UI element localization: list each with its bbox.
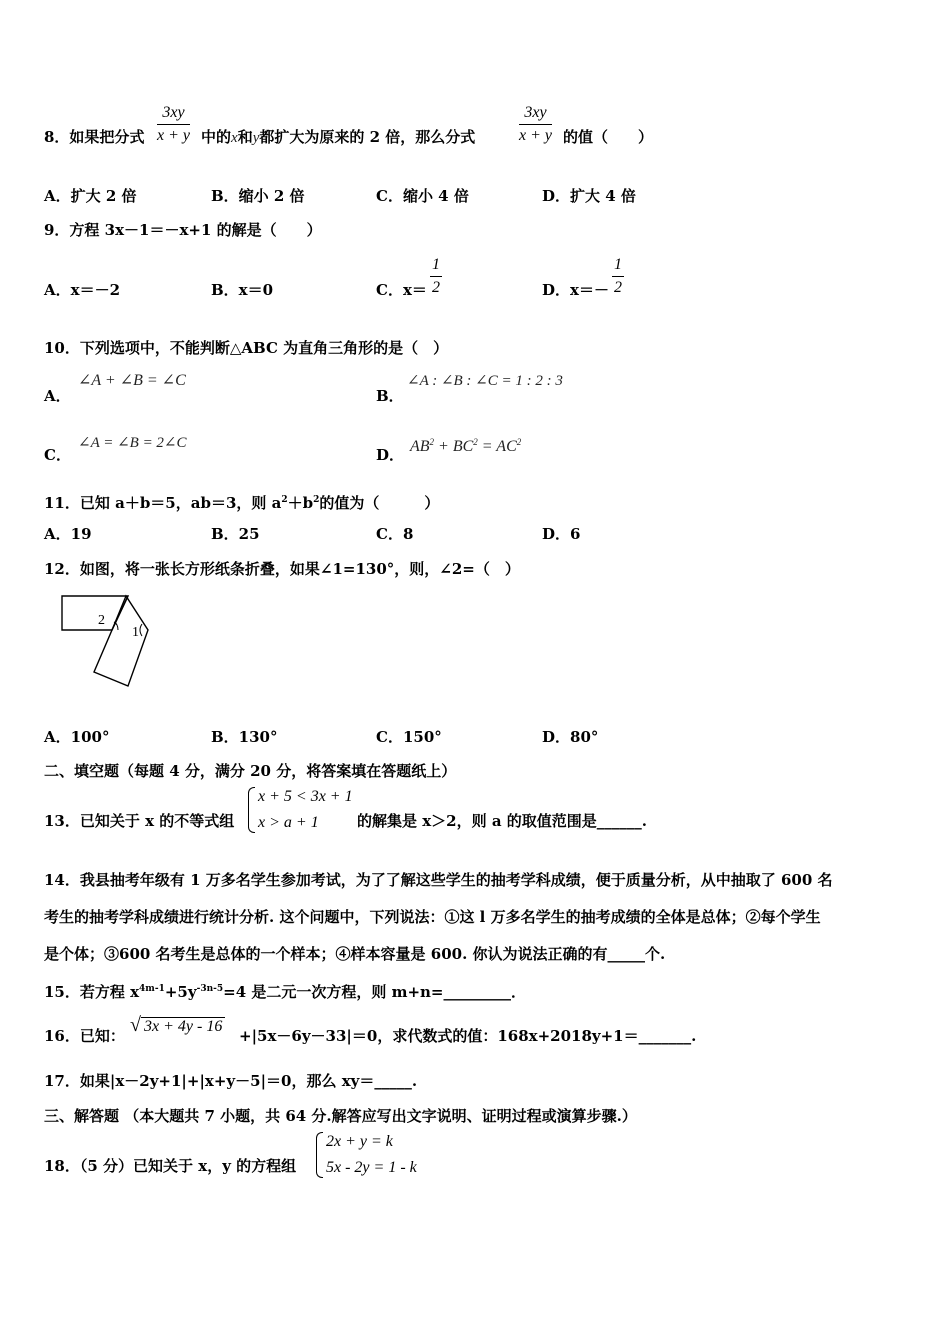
q8-stem: 8．如果把分式 (44, 128, 145, 146)
q12-stem: 12．如图，将一张长方形纸条折叠，如果∠1=130°，则，∠2=（ ） (44, 560, 520, 578)
q18-equation-2: 5x - 2y = 1 - k (326, 1159, 417, 1176)
q17-stem: 17．如果|x－2y+1|+|x+y－5|＝0，那么 xy＝_____. (44, 1072, 418, 1090)
q12-option-b: B．130° (211, 728, 278, 746)
q12-label-1: 1 (132, 625, 139, 640)
q13-stem: 13．已知关于 x 的不等式组 (44, 812, 235, 830)
q10-stem: 10．下列选项中，不能判断△ABC 为直角三角形的是（ ） (44, 339, 449, 357)
q12-option-d: D．80° (542, 728, 599, 746)
q9-option-a: A．x＝－2 (44, 281, 121, 299)
q14-line-2: 考生的抽考学科成绩进行统计分析. 这个问题中，下列说法：①这 l 万多名学生的抽考成绩的全体是总体；②每个学生 (44, 908, 821, 926)
q8-stem-end: 的值（ ） (563, 128, 654, 146)
q13-stem-end: 的解集是 x＞2，则 a 的取值范围是______. (357, 812, 647, 830)
q16-stem-end: +|5x－6y－33|＝0，求代数式的值：168x+2018y+1＝_______. (239, 1027, 697, 1045)
q12-angle-1-arc (140, 624, 142, 636)
q10-option-b-label: B． (376, 387, 404, 405)
q11-option-a: A．19 (44, 525, 92, 543)
q8-option-b: B．缩小 2 倍 (211, 187, 305, 205)
q11-option-b: B．25 (211, 525, 260, 543)
q8-option-d: D．扩大 4 倍 (542, 187, 636, 205)
q8-option-c: C．缩小 4 倍 (376, 187, 469, 205)
q14-line-1: 14．我县抽考年级有 1 万多名学生参加考试，为了了解这些学生的抽考学科成绩，便于质量分析，从中抽取了 600 名 (44, 871, 833, 889)
section-2-heading: 二、填空题（每题 4 分，满分 20 分，将答案填在答题纸上） (44, 762, 457, 780)
q16-sqrt: √ 3x + 4y - 16 (130, 1014, 225, 1037)
q8-frac1-numerator: 3xy (157, 102, 190, 125)
q18-equation-system (316, 1129, 417, 1181)
q14-line-3: 是个体；③600 名考生是总体的一个样本；④样本容量是 600. 你认为说法正确的有_____个. (44, 945, 666, 963)
q11-stem: 11．已知 a＋b＝5，ab＝3，则 $a^2+b^2$的值为（ ） (44, 494, 440, 512)
q8-stem-mid: 中的x和y都扩大为原来的 2 倍，那么分式 (201, 128, 476, 146)
q8-frac2-numerator: 3xy (519, 102, 552, 125)
q16-stem: 16．已知： (44, 1027, 125, 1045)
q11-option-d: D．6 (542, 525, 581, 543)
q9-option-d-fraction: $\frac{1}{2}$ (614, 256, 622, 296)
q10-option-d-math: $AB^2 + BC^2 = AC^2$ (410, 437, 522, 455)
q10-option-a-label: A． (44, 387, 71, 405)
q18-equation-1: 2x + y = k (326, 1133, 393, 1150)
q9-option-c-fraction: $\frac{1}{2}$ (432, 256, 440, 296)
q8-fraction-1 (157, 102, 190, 147)
q12-paper-strip (62, 596, 128, 630)
q12-folded-paper-figure (58, 592, 158, 692)
q18-stem: 18．（5 分）已知关于 x，y 的方程组 (44, 1157, 297, 1175)
q12-option-c: C．150° (376, 728, 442, 746)
q9-stem: 9．方程 3x－1＝－x+1 的解是（ ） (44, 221, 322, 239)
q10-option-c-math: ∠A = ∠B = 2∠C (78, 435, 187, 451)
q8-frac1-denominator: x + y (157, 127, 190, 144)
q9-option-c: C．x＝ (376, 281, 427, 299)
q10-option-b-math: ∠A : ∠B : ∠C = 1 : 2 : 3 (407, 373, 563, 389)
q10-option-a-math: ∠A + ∠B = ∠C (78, 372, 186, 389)
q8-fraction-2 (519, 102, 552, 147)
q11-option-c: C．8 (376, 525, 414, 543)
q9-option-d: D．x＝－ (542, 281, 609, 299)
q9-option-b: B．x＝0 (211, 281, 274, 299)
q15-stem: 15．若方程 $x^{4m-1}+5y^{-3n-5}=4$ 是二元一次方程，则 m+n=_________． (44, 983, 526, 1001)
q10-option-c-label: C． (44, 446, 71, 464)
q8-frac2-denominator: x + y (519, 127, 552, 144)
q13-inequality-2: x > a + 1 (258, 814, 319, 831)
section-3-heading: 三、解答题 （本大题共 7 小题，共 64 分.解答应写出文字说明、证明过程或演算步骤.） (44, 1107, 637, 1125)
q10-option-d-label: D． (376, 446, 405, 464)
q13-inequality-system (248, 784, 353, 836)
q8-option-a: A．扩大 2 倍 (44, 187, 137, 205)
q12-label-2: 2 (98, 613, 105, 628)
q13-inequality-1: x + 5 < 3x + 1 (258, 788, 353, 805)
q12-option-a: A．100° (44, 728, 110, 746)
